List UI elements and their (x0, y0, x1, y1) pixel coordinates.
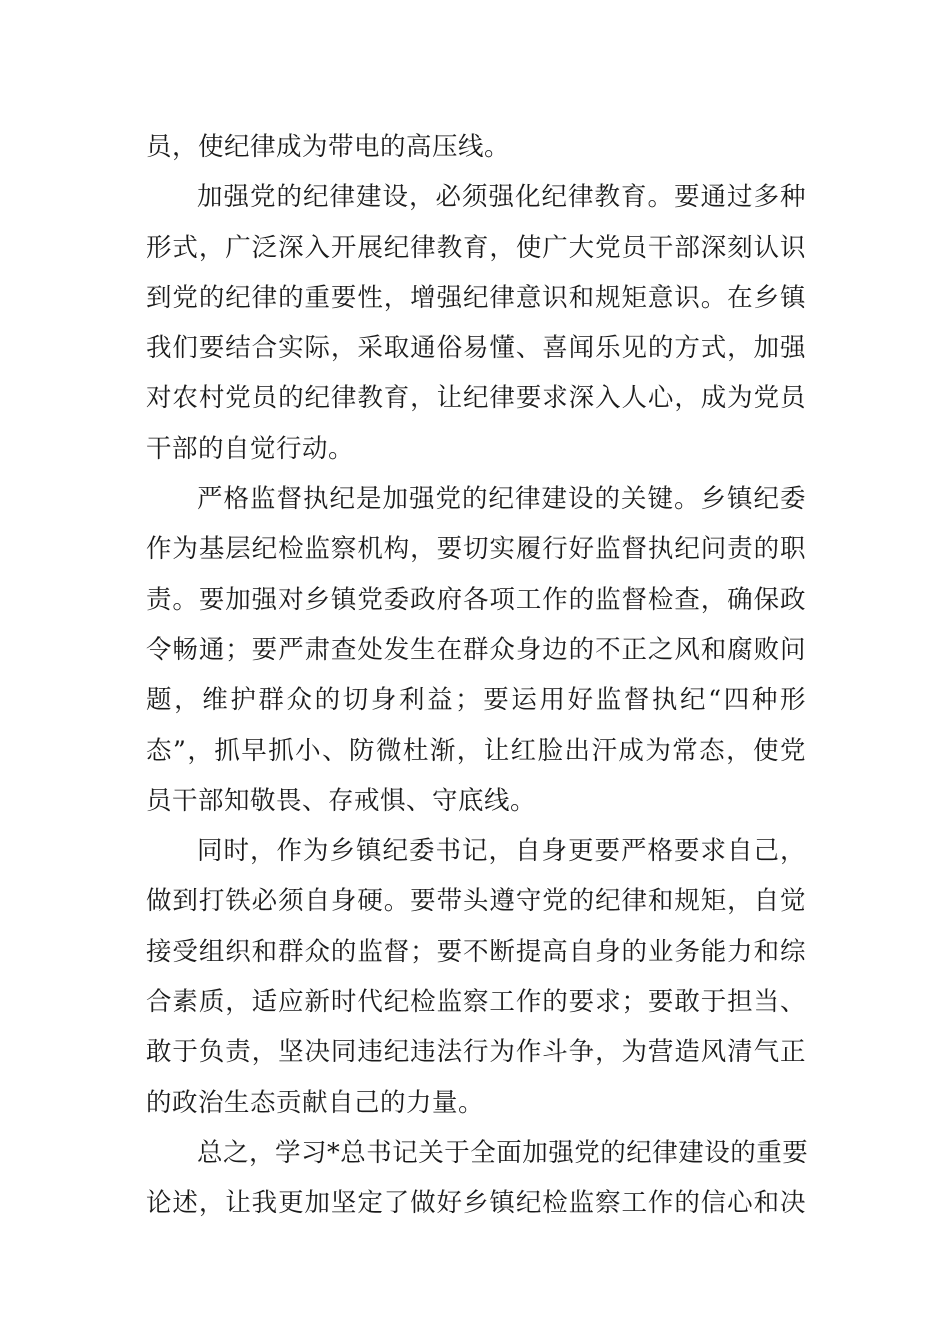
text-line: 作为基层纪检监察机构，要切实履行好监督执纪问责的职 (146, 534, 806, 565)
text-line: 敢于负责，坚决同违纪违法行为作斗争，为营造风清气正 (146, 1037, 806, 1068)
text-line: 我们要结合实际，采取通俗易懂、喜闻乐见的方式，加强 (146, 333, 806, 364)
document-body (146, 122, 809, 1229)
text-line: 论述，让我更加坚定了做好乡镇纪检监察工作的信心和决 (146, 1188, 806, 1219)
text-line: 的政治生态贡献自己的力量。 (146, 1087, 485, 1118)
text-line: 员，使纪律成为带电的高压线。 (146, 132, 511, 162)
text-line: 对农村党员的纪律教育，让纪律要求深入人心，成为党员 (146, 383, 806, 414)
text-line: 接受组织和群众的监督；要不断提高自身的业务能力和综 (146, 936, 806, 967)
text-line: 令畅通；要严肃查处发生在群众身边的不正之风和腐败问 (146, 634, 806, 665)
text-line: 责。要加强对乡镇党委政府各项工作的监督检查，确保政 (146, 584, 806, 615)
text-line: 题，维护群众的切身利益；要运用好监督执纪“四种形 (146, 685, 806, 716)
paragraph-first-line: 总之，学习*总书记关于全面加强党的纪律建设的重要 (197, 1137, 809, 1168)
text-line: 合素质，适应新时代纪检监察工作的要求；要敢于担当、 (146, 987, 806, 1018)
text-line: 做到打铁必须自身硬。要带头遵守党的纪律和规矩，自觉 (146, 886, 806, 917)
text-line: 干部的自觉行动。 (146, 433, 355, 464)
paragraph-first-line: 同时，作为乡镇纪委书记，自身更要严格要求自己， (197, 836, 806, 867)
text-line: 形式，广泛深入开展纪律教育，使广大党员干部深刻认识 (146, 232, 806, 263)
paragraph-first-line: 严格监督执纪是加强党的纪律建设的关键。乡镇纪委 (197, 484, 806, 515)
text-line: 到党的纪律的重要性，增强纪律意识和规矩意识。在乡镇 (146, 282, 806, 313)
text-line: 态”，抓早抓小、防微杜渐，让红脸出汗成为常态，使党 (146, 735, 806, 766)
text-line: 员干部知敬畏、存戒惧、守底线。 (146, 785, 537, 816)
paragraph-first-line: 加强党的纪律建设，必须强化纪律教育。要通过多种 (197, 182, 806, 213)
